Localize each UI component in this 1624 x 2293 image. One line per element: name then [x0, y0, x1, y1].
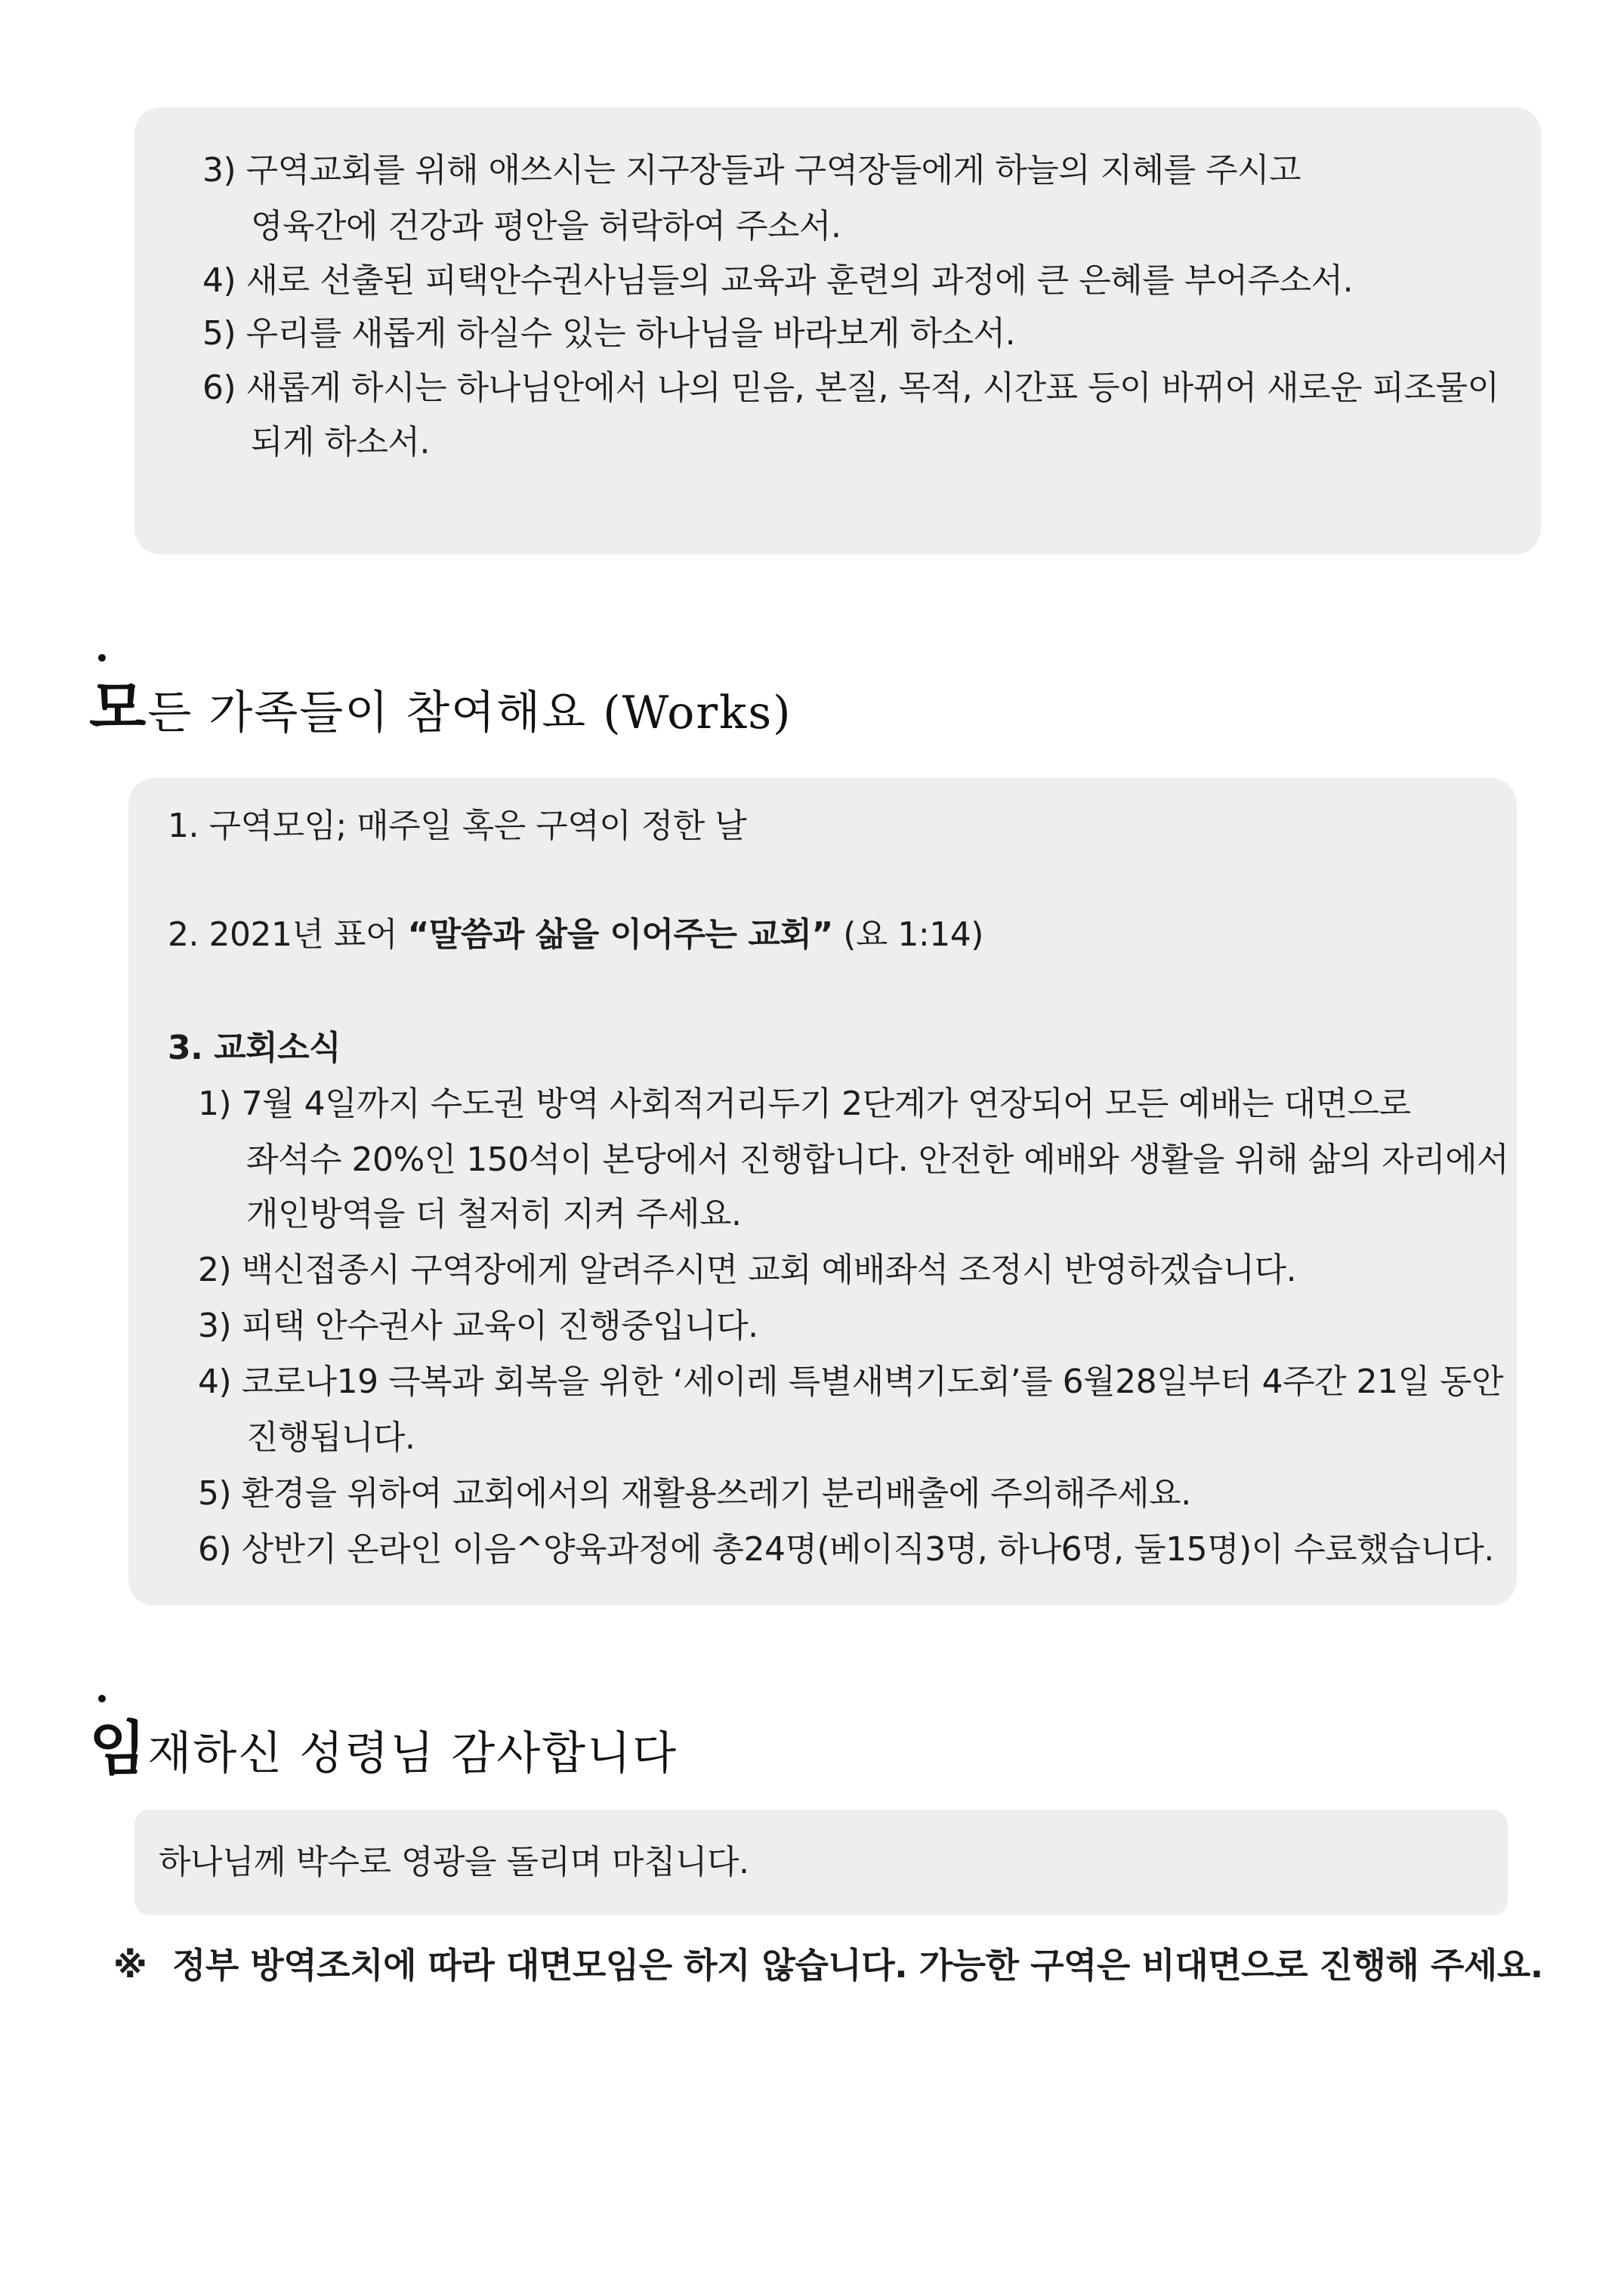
prayer-line-3-cont: 영육간에 건강과 평안을 허락하여 주소서.	[251, 207, 841, 245]
works-item-2-suffix: (요 1:14)	[832, 915, 983, 954]
closing-heading-initial	[89, 1714, 147, 1783]
works-item-1: 1. 구역모임; 매주일 혹은 구역이 정한 날	[168, 807, 747, 845]
works-item-2	[168, 914, 983, 956]
prayer-line-6-cont: 되게 하소서.	[251, 423, 430, 461]
works-heading-text: 든 가족들이 참여해요 (Works)	[147, 687, 792, 739]
prayer-line-4: 4) 새로 선출된 피택안수권사님들의 교육과 훈련의 과정에 큰 은혜를 부어주소서.	[202, 261, 1354, 300]
closing-heading-initial-text: 임	[89, 1714, 148, 1783]
news-line-6: 6) 상반기 온라인 이음^양육과정에 총24명(베이직3명, 하나6명, 둘15명)이 수료했습니다.	[198, 1530, 1494, 1569]
news-line-4: 4) 코로나19 극복과 회복을 위한 ‘세이레 특별새벽기도회’를 6월28일부터 4주간 21일 동안	[198, 1363, 1504, 1401]
prayer-line-3: 3) 구역교회를 위해 애쓰시는 지구장들과 구역장들에게 하늘의 지혜를 주시고	[202, 151, 1301, 190]
news-line-2: 2) 백신접종시 구역장에게 알려주시면 교회 예배좌석 조정시 반영하겠습니다.	[198, 1251, 1297, 1289]
prayer-line-5: 5) 우리를 새롭게 하실수 있는 하나님을 바라보게 하소서.	[202, 314, 1016, 353]
works-heading-initial	[89, 674, 147, 742]
news-line-5: 5) 환경을 위하여 교회에서의 재활용쓰레기 분리배출에 주의해주세요.	[198, 1474, 1191, 1513]
works-heading-initial-text: 모	[89, 674, 148, 742]
works-heading	[89, 674, 792, 743]
news-line-1-cont-a: 좌석수 20%인 150석이 본당에서 진행합니다. 안전한 예배와 생활을 위해 삶의 자리에서	[246, 1140, 1509, 1179]
heading-dot	[98, 654, 106, 662]
heading-dot	[98, 1695, 106, 1702]
news-line-1-cont-b: 개인방역을 더 철저히 지켜 주세요.	[246, 1195, 742, 1233]
news-line-3: 3) 피택 안수권사 교육이 진행중입니다.	[198, 1307, 758, 1345]
notice-text: 정부 방역조치에 따라 대면모임은 하지 않습니다. 가능한 구역은 비대면으로 진행해 주세요.	[172, 1945, 1543, 1986]
works-item-3-title: 3. 교회소식	[168, 1029, 341, 1067]
closing-heading	[89, 1714, 678, 1784]
news-line-4-cont: 진행됩니다.	[246, 1418, 415, 1457]
prayer-line-6: 6) 새롭게 하시는 하나님안에서 나의 믿음, 본질, 목적, 시간표 등이 바뀌어 새로운 피조물이	[202, 369, 1499, 407]
news-line-1: 1) 7월 4일까지 수도권 방역 사회적거리두기 2단계가 연장되어 모든 예배는 대면으로	[198, 1085, 1411, 1123]
closing-heading-text: 재하신 성령님 감사합니다	[147, 1727, 678, 1780]
works-item-2-prefix: 2. 2021년 표어	[168, 915, 408, 954]
works-motto: “말씀과 삶을 이어주는 교회”	[407, 915, 833, 954]
notice-mark: ※	[113, 1945, 147, 1986]
closing-text: 하나님께 박수로 영광을 돌리며 마칩니다.	[159, 1843, 749, 1881]
